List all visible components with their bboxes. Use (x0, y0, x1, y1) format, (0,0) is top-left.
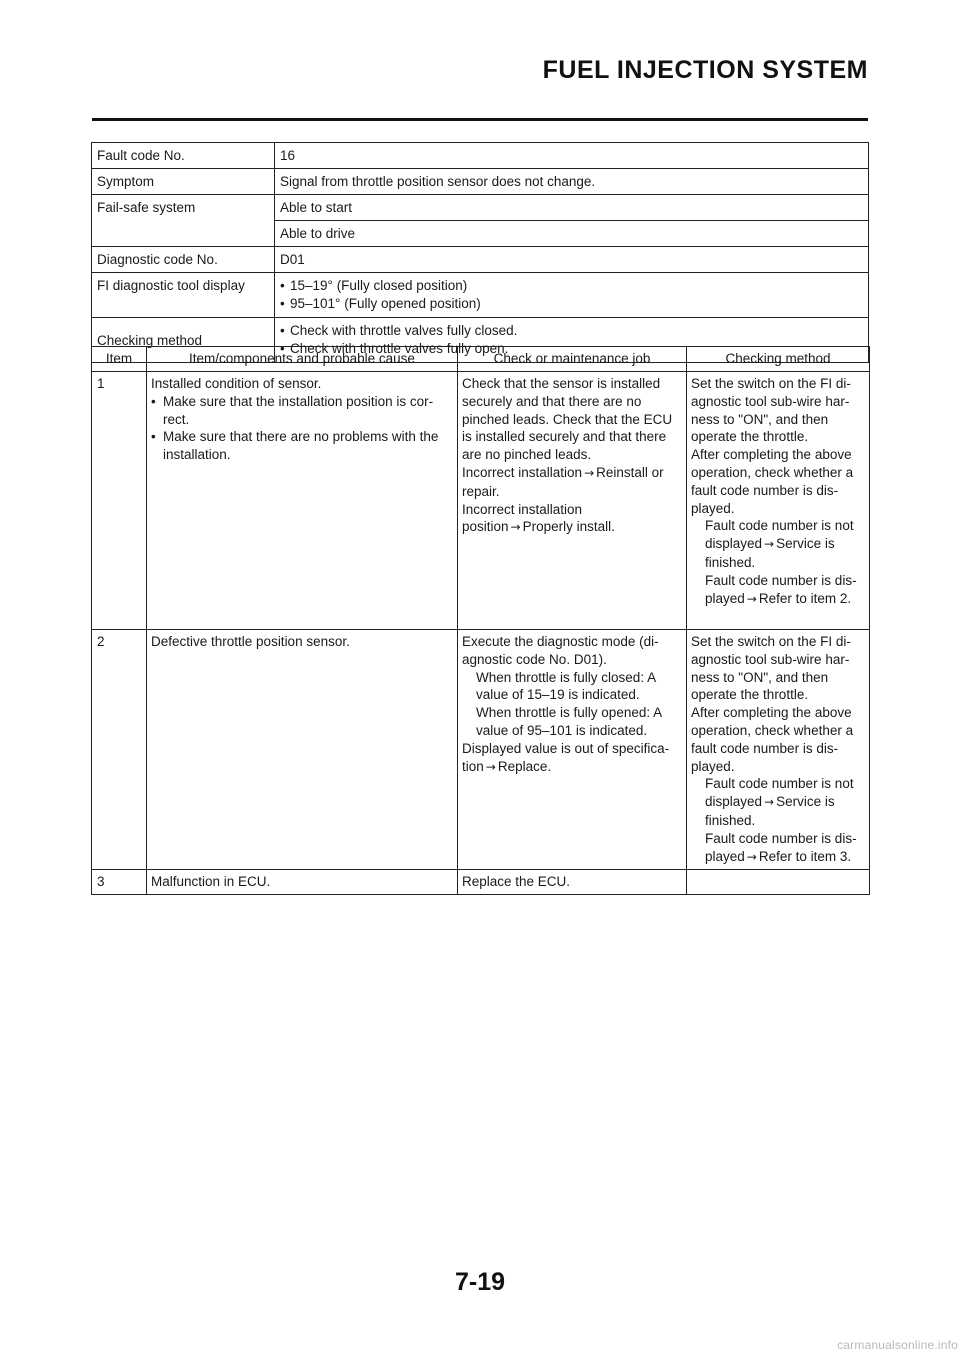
column-header-cause: Item/components and probable cause (147, 347, 458, 372)
list-item: • Check with throttle valves fully open. (280, 340, 863, 358)
fi-display-list (280, 277, 863, 313)
cause-title: Defective throttle position sensor. (151, 634, 350, 649)
condition-text: Fault code number is not displayed (705, 776, 854, 810)
fault-summary-table (91, 142, 869, 363)
watermark: carmanualsonline.info (837, 1338, 958, 1352)
arrow-right-icon: → (584, 465, 595, 480)
method-text: Set the switch on the FI di- agnostic tool sub-wire har- ness to "ON", and then operate the throttle. (691, 634, 851, 703)
table-row (92, 247, 869, 273)
method-result (691, 517, 865, 571)
method-result (691, 572, 865, 609)
action-text: Properly install. (522, 519, 615, 535)
cause-cell (147, 630, 458, 870)
table-row (92, 143, 869, 169)
arrow-right-icon: → (510, 520, 521, 535)
column-header-method: Checking method (687, 347, 870, 372)
job-text: Replace the ECU. (462, 874, 571, 890)
job-text: When throttle is fully closed: A value of 15–19 is indicated. (476, 669, 656, 703)
checking-method-label: Checking method (92, 318, 275, 363)
condition-text: Fault code number is dis- played (705, 830, 857, 864)
fault-code-value: 16 (275, 143, 869, 169)
item-number: 1 (92, 372, 147, 630)
action-text: Service is finished. (705, 794, 835, 828)
failsafe-drive-value: Able to drive (275, 221, 869, 247)
list-item: • Check with throttle valves fully closed. (280, 322, 863, 340)
arrow-right-icon: → (764, 795, 775, 810)
method-cell (687, 630, 870, 870)
action-text: Refer to item 3. (758, 848, 852, 864)
method-text: After completing the above operation, check whether a fault code number is dis- played. (691, 447, 854, 516)
table-row (92, 630, 870, 870)
list-item: • 95–101° (Fully opened position) (280, 295, 863, 313)
method-cell (687, 870, 870, 895)
diagnosis-table (91, 346, 870, 895)
arrow-right-icon: → (746, 591, 757, 606)
list-item: • 15–19° (Fully closed position) (280, 277, 863, 295)
method-text: After completing the above operation, check whether a fault code number is dis- played. (691, 705, 854, 774)
table-header-row (92, 347, 870, 372)
fault-code-label: Fault code No. (92, 143, 275, 169)
fi-display-value (275, 273, 869, 318)
job-text (462, 464, 682, 501)
method-text: Set the switch on the FI di- agnostic tool sub-wire har- ness to "ON", and then operate the throttle. (691, 376, 851, 445)
list-item: • Make sure that the installation position is cor- rect. (151, 393, 453, 429)
cause-bullets (151, 393, 453, 464)
header-divider (92, 118, 868, 121)
job-text: Execute the diagnostic mode (di- agnostic code No. D01). (462, 634, 659, 667)
table-row (92, 169, 869, 195)
column-header-item: Item (92, 347, 147, 372)
failsafe-start-value: Able to start (275, 195, 869, 221)
column-header-job: Check or maintenance job (458, 347, 687, 372)
cause-cell (147, 372, 458, 630)
diagnostic-code-value: D01 (275, 247, 869, 273)
diagnostic-code-label: Diagnostic code No. (92, 247, 275, 273)
symptom-value: Signal from throttle position sensor does not change. (275, 169, 869, 195)
fi-display-label: FI diagnostic tool display (92, 273, 275, 318)
item-number: 2 (92, 630, 147, 870)
list-item: • Make sure that there are no problems with the installation. (151, 428, 453, 464)
table-row (92, 195, 869, 221)
job-text: Check that the sensor is installed securely and that there are no pinched leads. Check that the ECU is installed securely and that there are no pinched leads. (462, 376, 673, 463)
condition-text: Displayed value is out of specifica- tion (462, 740, 670, 774)
condition-text: Incorrect installation (462, 464, 583, 480)
symptom-label: Symptom (92, 169, 275, 195)
job-cell (458, 870, 687, 895)
failsafe-label: Fail-safe system (92, 195, 275, 247)
cause-title: Malfunction in ECU. (151, 874, 271, 890)
cause-cell (147, 870, 458, 895)
job-cell (458, 372, 687, 630)
item-number: 3 (92, 870, 147, 895)
arrow-right-icon: → (746, 849, 757, 864)
page-number: 7-19 (454, 1268, 506, 1296)
page-title: FUEL INJECTION SYSTEM (542, 56, 868, 84)
table-row (92, 870, 870, 895)
condition-text: Incorrect installation position (462, 501, 583, 535)
job-cell (458, 630, 687, 870)
table-row (92, 372, 870, 630)
condition-text: Fault code number is not displayed (705, 518, 854, 552)
job-text (462, 740, 682, 777)
action-text: Refer to item 2. (758, 590, 852, 606)
table-row (92, 273, 869, 318)
action-text: Service is finished. (705, 536, 835, 570)
method-cell (687, 372, 870, 630)
action-text: Reinstall or repair. (462, 464, 664, 499)
action-text: Replace. (497, 758, 552, 774)
method-result (691, 775, 865, 829)
job-text: When throttle is fully opened: A value of 95–101 is indicated. (476, 705, 662, 738)
arrow-right-icon: → (764, 537, 775, 552)
cause-title: Installed condition of sensor. (151, 376, 322, 391)
arrow-right-icon: → (485, 759, 496, 774)
job-text (462, 501, 682, 538)
condition-text: Fault code number is dis- played (705, 572, 857, 606)
method-result (691, 830, 865, 867)
